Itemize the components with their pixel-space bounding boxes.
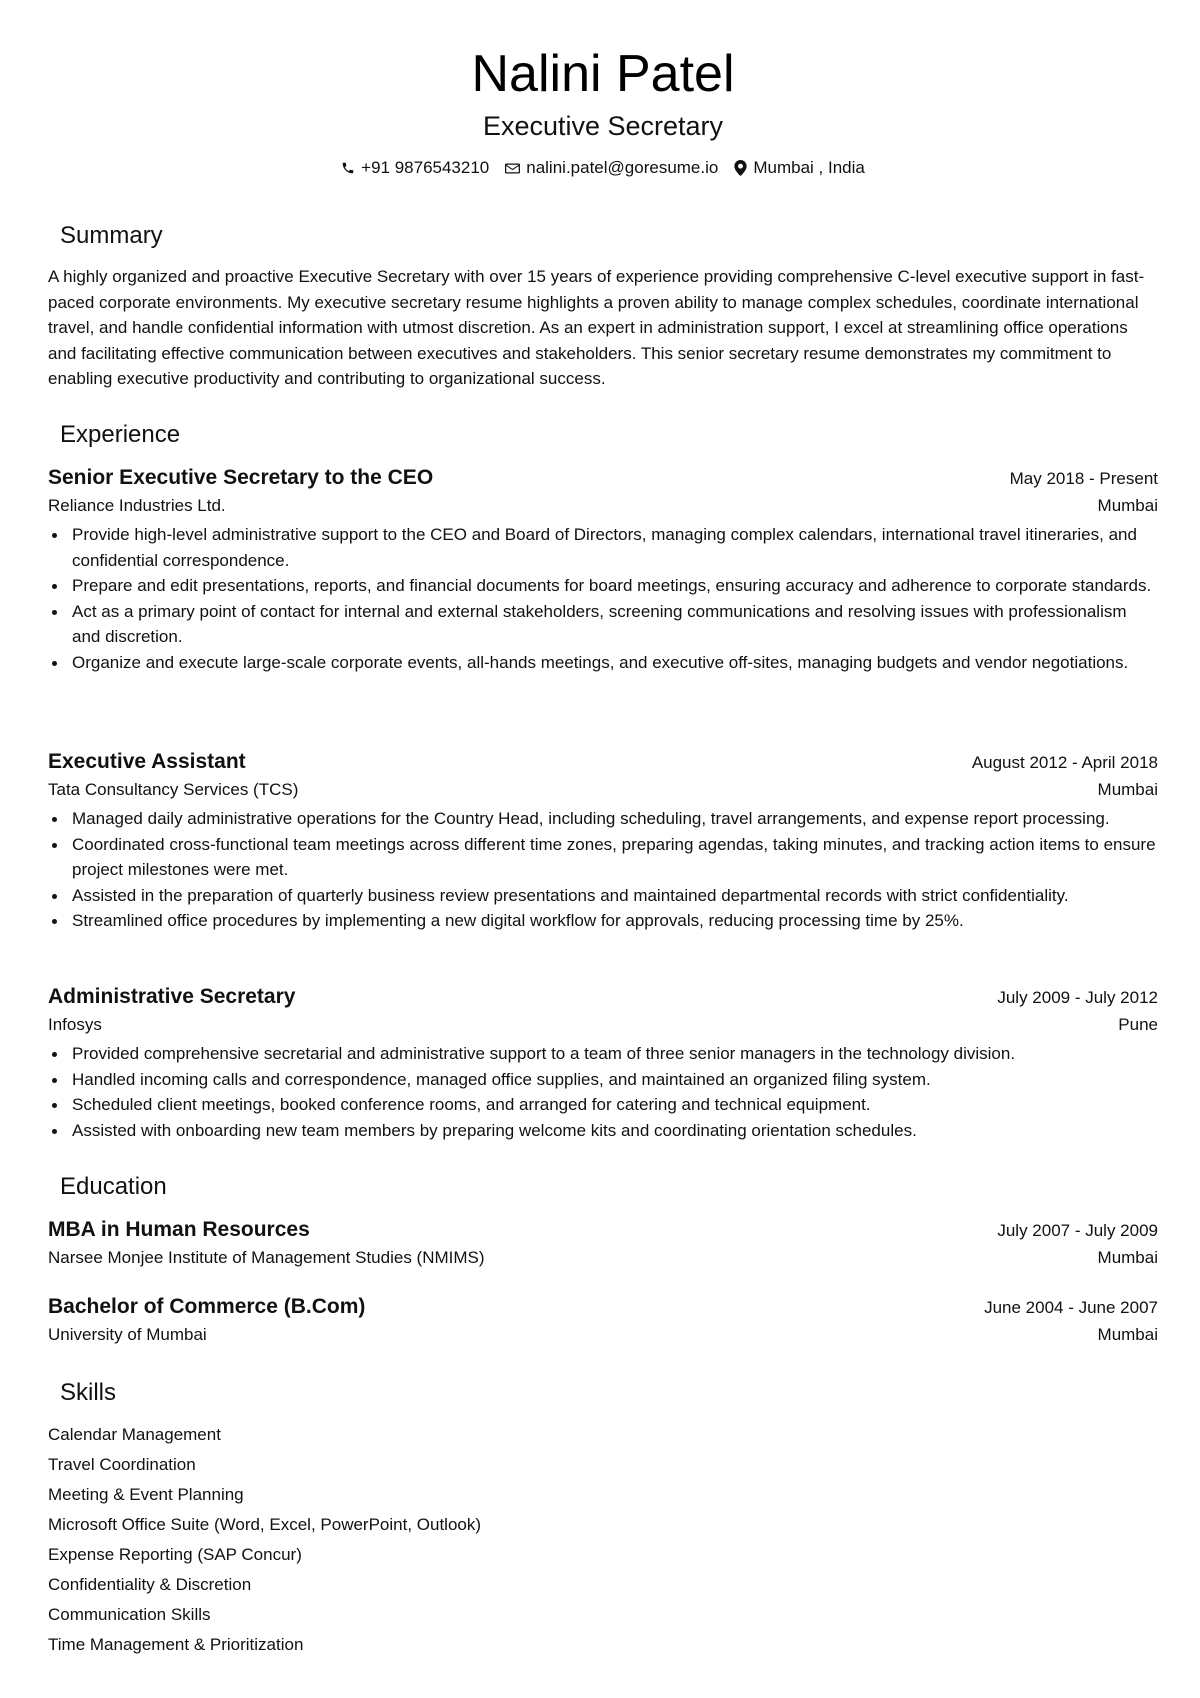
experience-heading: Experience bbox=[60, 421, 181, 448]
job-responsibilities bbox=[48, 522, 1158, 675]
bullet-item: Streamlined office procedures by implementing a new digital workflow for approvals, reducing processing time by 25%. bbox=[48, 908, 1158, 934]
degree-name: MBA in Human Resources bbox=[48, 1218, 310, 1241]
job-dates: August 2012 - April 2018 bbox=[971, 753, 1158, 772]
bullet-item: Assisted in the preparation of quarterly business review presentations and maintained departmental records with strict confidentiality. bbox=[48, 883, 1158, 909]
phone-icon bbox=[341, 161, 355, 175]
bullet-item: Provide high-level administrative support to the CEO and Board of Directors, managing complex calendars, international travel itineraries, and confidential correspondence. bbox=[48, 522, 1158, 573]
skills-list bbox=[48, 1420, 481, 1660]
bullet-item: Prepare and edit presentations, reports, and financial documents for board meetings, ensuring accuracy and adherence to corporate standards. bbox=[48, 573, 1158, 599]
bullet-item: Scheduled client meetings, booked conference rooms, and arranged for catering and technical equipment. bbox=[48, 1092, 1158, 1118]
skill-item: Calendar Management bbox=[48, 1425, 221, 1444]
bullet-item: Coordinated cross-functional team meetings across different time zones, preparing agendas, taking minutes, and tracking action items to ensure project milestones were met. bbox=[48, 832, 1158, 883]
job-role: Executive Assistant bbox=[48, 750, 246, 773]
skills-heading: Skills bbox=[60, 1379, 117, 1406]
school-location: Mumbai bbox=[1097, 1248, 1158, 1267]
experience-entry bbox=[48, 747, 1158, 934]
contact-phone bbox=[341, 156, 489, 180]
education-heading: Education bbox=[60, 1173, 167, 1200]
job-role: Administrative Secretary bbox=[48, 985, 296, 1008]
job-responsibilities bbox=[48, 1041, 1158, 1143]
contact-email bbox=[505, 156, 718, 180]
skill-item: Confidentiality & Discretion bbox=[48, 1575, 252, 1594]
job-location: Pune bbox=[1118, 1015, 1158, 1034]
education-dates: July 2007 - July 2009 bbox=[997, 1221, 1158, 1240]
skill-item: Communication Skills bbox=[48, 1605, 211, 1624]
school-location: Mumbai bbox=[1097, 1325, 1158, 1344]
email-address: nalini.patel@goresume.io bbox=[526, 158, 719, 177]
bullet-item: Act as a primary point of contact for internal and external stakeholders, screening communications and resolving issues with professionalism and discretion. bbox=[48, 599, 1158, 650]
bullet-item: Managed daily administrative operations for the Country Head, including scheduling, travel arrangements, and expense report processing. bbox=[48, 806, 1158, 832]
summary-heading: Summary bbox=[60, 222, 163, 249]
education-entry bbox=[48, 1215, 1158, 1270]
experience-entry bbox=[48, 463, 1158, 675]
company-name: Reliance Industries Ltd. bbox=[48, 496, 226, 515]
job-role: Senior Executive Secretary to the CEO bbox=[48, 466, 434, 489]
bullet-item: Assisted with onboarding new team members by preparing welcome kits and coordinating orientation schedules. bbox=[48, 1118, 1158, 1144]
job-location: Mumbai bbox=[1097, 780, 1158, 799]
skill-item: Travel Coordination bbox=[48, 1455, 196, 1474]
experience-entry bbox=[48, 982, 1158, 1143]
company-name: Infosys bbox=[48, 1015, 102, 1034]
contact-location bbox=[734, 156, 865, 180]
location-text: Mumbai , India bbox=[753, 158, 865, 177]
candidate-name: Nalini Patel bbox=[471, 45, 735, 103]
skill-item: Meeting & Event Planning bbox=[48, 1485, 244, 1504]
degree-name: Bachelor of Commerce (B.Com) bbox=[48, 1295, 366, 1318]
education-entry bbox=[48, 1292, 1158, 1347]
bullet-item: Organize and execute large-scale corporate events, all-hands meetings, and executive off-sites, managing budgets and vendor negotiations. bbox=[48, 650, 1158, 676]
job-dates: July 2009 - July 2012 bbox=[997, 988, 1158, 1007]
contact-bar bbox=[48, 156, 1158, 180]
map-pin-icon bbox=[734, 160, 747, 176]
school-name: Narsee Monjee Institute of Management Studies (NMIMS) bbox=[48, 1248, 485, 1267]
job-dates: May 2018 - Present bbox=[1009, 469, 1158, 488]
company-name: Tata Consultancy Services (TCS) bbox=[48, 780, 299, 799]
bullet-item: Provided comprehensive secretarial and administrative support to a team of three senior managers in the technology division. bbox=[48, 1041, 1158, 1067]
bullet-item: Handled incoming calls and correspondence, managed office supplies, and maintained an organized filing system. bbox=[48, 1067, 1158, 1093]
school-name: University of Mumbai bbox=[48, 1325, 207, 1344]
job-location: Mumbai bbox=[1097, 496, 1158, 515]
education-dates: June 2004 - June 2007 bbox=[984, 1298, 1158, 1317]
skill-item: Time Management & Prioritization bbox=[48, 1635, 304, 1654]
job-title: Executive Secretary bbox=[482, 111, 724, 141]
skill-item: Microsoft Office Suite (Word, Excel, PowerPoint, Outlook) bbox=[48, 1515, 482, 1534]
summary-paragraph: A highly organized and proactive Executive Secretary with over 15 years of experience providing comprehensive C-level executive support in fast-paced corporate environments. My executive secretary resume highlights a proven ability to manage complex schedules, coordinate international travel, and handle confidential information with utmost discretion. As an expert in administration support, I excel at streamlining office operations and facilitating effective communication between executives and stakeholders. This senior secretary resume demonstrates my commitment to enabling executive productivity and contributing to organizational success. bbox=[48, 267, 1145, 388]
job-responsibilities bbox=[48, 806, 1158, 934]
skill-item: Expense Reporting (SAP Concur) bbox=[48, 1545, 302, 1564]
phone-number: +91 9876543210 bbox=[361, 158, 490, 177]
envelope-icon bbox=[505, 162, 520, 175]
